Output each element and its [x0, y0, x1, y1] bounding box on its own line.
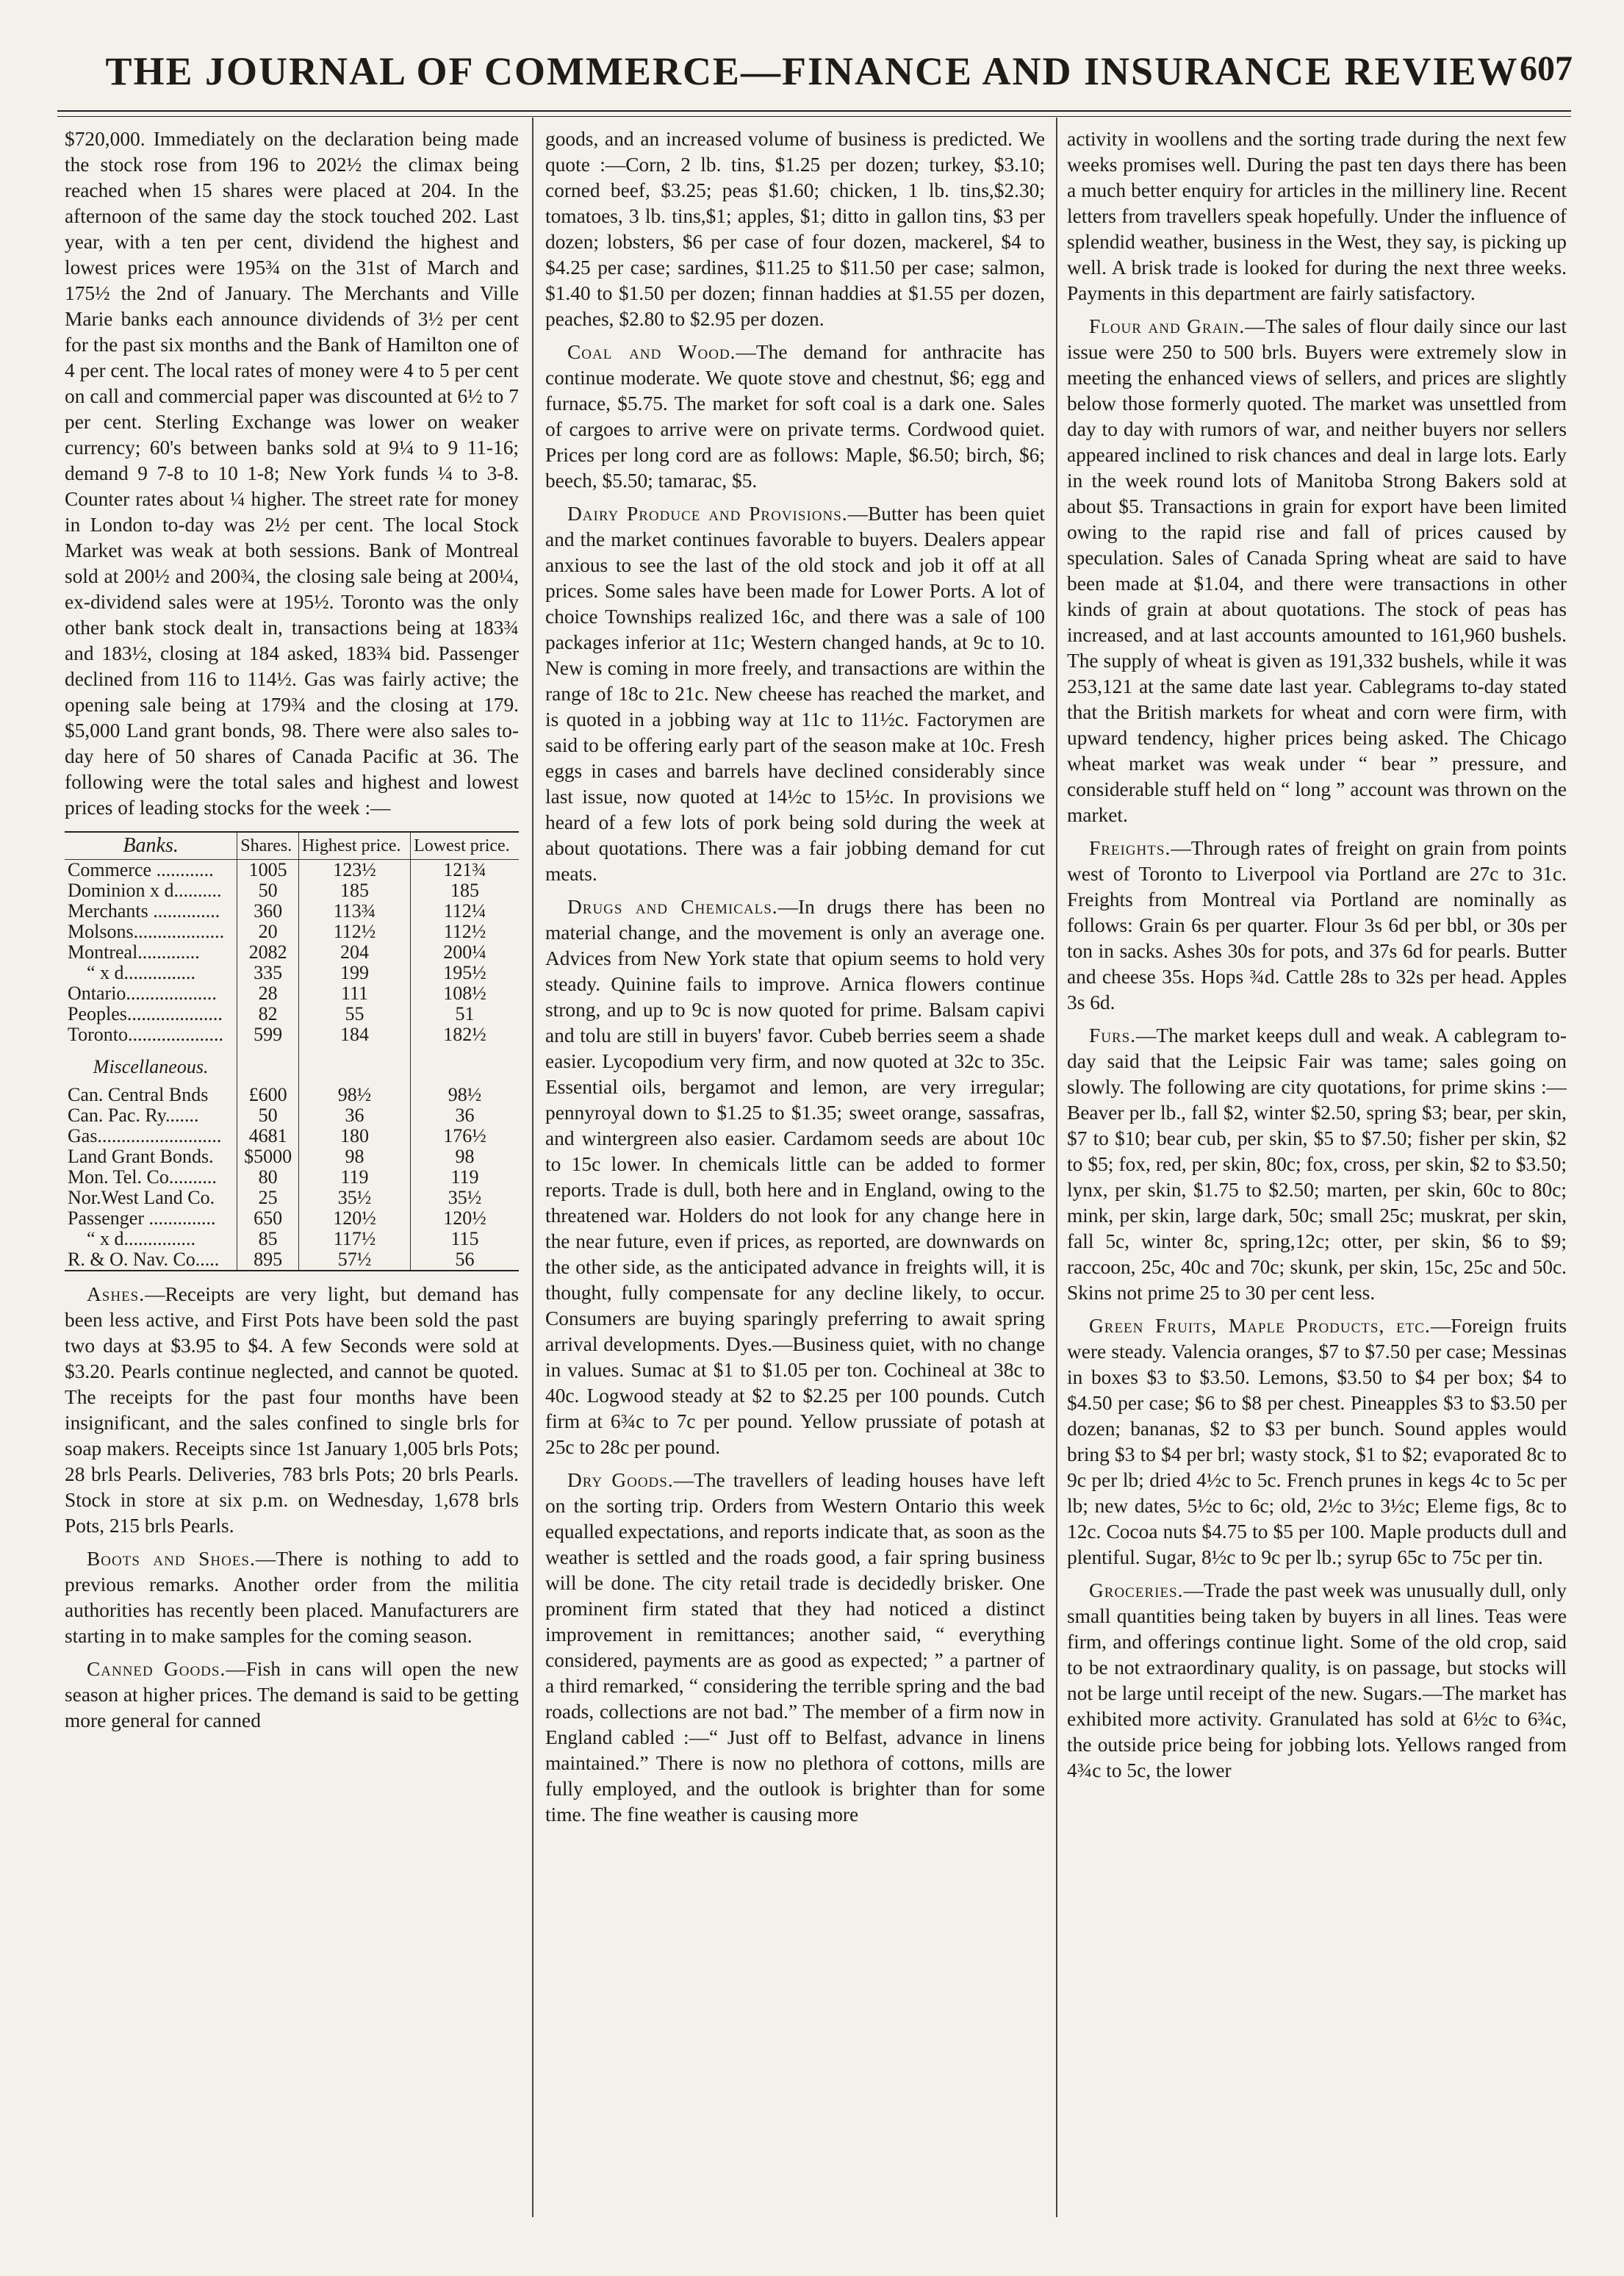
table-row — [65, 1105, 519, 1126]
lowest-price-cell: 185 — [411, 880, 519, 901]
shares-cell: 1005 — [237, 860, 299, 881]
shares-cell: 2082 — [237, 942, 299, 963]
table-row — [65, 942, 519, 963]
table-row — [65, 880, 519, 901]
stock-name: Mon. Tel. Co.......... — [68, 1166, 217, 1188]
green-fruits-paragraph — [1067, 1313, 1567, 1570]
table-row — [65, 901, 519, 922]
stock-name: Peoples.................... — [68, 1003, 223, 1024]
table-row — [65, 1146, 519, 1167]
stock-name: Can. Central Bnds — [68, 1084, 209, 1105]
lowest-price-cell: 35½ — [411, 1188, 519, 1208]
stock-name: Commerce ............ — [68, 859, 214, 880]
highest-price-cell: 98 — [298, 1146, 410, 1167]
lowest-price-cell: 98 — [411, 1146, 519, 1167]
highest-price-cell: 36 — [298, 1105, 410, 1126]
dairy-text: —Butter has been quiet and the market continues favorable to buyers. Dealers appear anxious to see the last of the old stock and job it off at all prices. Some sales have been made for Lower Ports. A lot of choice Townships realized 16c, and there was a sale of 100 packages inferior at 11c; Western changed hands, at 9c to 10. New is coming in more freely, and transactions are within the range of 18c to 21c. New cheese has reached the market, and is quoted in a jobbing way at 11c to 11½c. Factorymen are said to be offering early part of the season make at 10c. Fresh eggs in cases and barrels have declined considerably since last issue, now quoted at 14½c to 15½c. In provisions we heard of a few lots of pork being sold during the week at about quotations. There was a fair jobbing demand for cut meats. — [545, 503, 1045, 885]
journal-title: THE JOURNAL OF COMMERCE—FINANCE AND INSURANCE REVIEW — [105, 49, 1519, 93]
dairy-heading: Dairy Produce and Provisions. — [567, 503, 848, 525]
shares-cell: 25 — [237, 1188, 299, 1208]
table-row — [65, 1188, 519, 1208]
highest-price-cell: 112½ — [298, 922, 410, 942]
table-header-row — [65, 833, 519, 860]
column-divider — [532, 118, 533, 2217]
shares-cell: 80 — [237, 1167, 299, 1188]
table-row — [65, 860, 519, 881]
column-1 — [65, 126, 519, 2232]
stock-name: Gas.......................... — [68, 1125, 222, 1146]
dry-goods-continued: activity in woollens and the sorting trade during the next few weeks promises well. During the past ten days there has been a much better enquiry for articles in the millinery line. Recent letters from travellers speak hopefully. Under the influence of splendid weather, business in the West, they say, is picking up well. A brisk trade is looked for during the next three weeks. Payments in this department are fairly satisfactory. — [1067, 128, 1567, 304]
canned-paragraph — [65, 1656, 519, 1734]
stock-name: Molsons................... — [68, 921, 225, 942]
shares-cell: 50 — [237, 880, 299, 901]
table-row — [65, 1126, 519, 1146]
ashes-text: —Receipts are very light, but demand has been less active, and First Pots have been sold the past two days at $3.95 to $4. A few Seconds were sold at $3.20. Pearls continue neglected, and cannot be quoted. The receipts for the past four months have been insignificant, and the sales confined to single brls for soap makers. Receipts since 1st January 1,005 brls Pots; 28 brls Pearls. Deliveries, 783 brls Pots; 20 brls Pearls. Stock in store at six p.m. on Wednesday, 1,678 brls Pots, 215 brls Pearls. — [65, 1283, 519, 1537]
stock-name: Ontario................... — [68, 983, 217, 1004]
highest-price-cell: 55 — [298, 1004, 410, 1024]
boots-heading: Boots and Shoes. — [87, 1548, 256, 1570]
boots-text: —There is nothing to add to previous remarks. Another order from the militia authorities has recently been placed. Manufacturers are starting in to make samples for the coming season. — [65, 1548, 519, 1647]
flour-heading: Flour and Grain. — [1089, 315, 1246, 337]
stock-name: “ x d............... — [68, 962, 196, 983]
green-fruits-text: —Foreign fruits were steady. Valencia oranges, $7 to $7.50 per case; Messinas in boxes $3 to $3.50. Lemons, $3.50 to $4 per box; $4 to $4.50 per case; $6 to $8 per chest. Pineapples $3 to $3.50 per dozen; bananas, $2 to $3 per bunch. Sound apples would bring $3 to $4 per brl; wasty stock, $1 to $2; evaporated 8c to 9c per lb; dried 4½c to 5c. French prunes in kegs 4c to 5c per lb; new dates, 5½c to 6c; old, 2½c to 3½c; Eleme figs, 8c to 12c. Cocoa nuts $4.75 to $5 per 100. Maple products dull and plentiful. Sugar, 8½c to 9c per lb.; syrup 65c to 75c per tin. — [1067, 1315, 1567, 1568]
table-row — [65, 1229, 519, 1249]
lowest-price-cell: 112¼ — [411, 901, 519, 922]
lowest-price-cell: 115 — [411, 1229, 519, 1249]
shares-cell: 360 — [237, 901, 299, 922]
column-divider — [1056, 118, 1057, 2217]
coal-paragraph — [545, 340, 1045, 494]
drugs-heading: Drugs and Chemicals. — [567, 896, 778, 918]
lowest-price-cell: 176½ — [411, 1126, 519, 1146]
lowest-price-cell: 182½ — [411, 1024, 519, 1045]
lowest-price-cell: 200¼ — [411, 942, 519, 963]
header-rule — [57, 110, 1571, 112]
shares-cell: 20 — [237, 922, 299, 942]
coal-heading: Coal and Wood. — [567, 341, 736, 363]
dry-goods-paragraph — [545, 1468, 1045, 1828]
highest-price-cell: 117½ — [298, 1229, 410, 1249]
highest-price-cell: 120½ — [298, 1208, 410, 1229]
highest-price-cell: 204 — [298, 942, 410, 963]
table-row — [65, 1024, 519, 1045]
lowest-price-cell: 112½ — [411, 922, 519, 942]
stock-name: Dominion x d.......... — [68, 880, 222, 901]
dairy-paragraph — [545, 501, 1045, 887]
dry-goods-text: —The travellers of leading houses have left on the sorting trip. Orders from Western Ontario this week equalled expectations, and reports indicate that, as soon as the weather is settled and the roads good, a fair spring business will be done. The city retail trade is decidedly brisker. One prominent firm stated that they had noticed a distinct improvement in remittances; another said, “ everything considered, payments are as good as expected; ” a partner of a third remarked, “ considering the terrible spring and the bad roads, collections are not bad.” The member of a firm now in England cabled :—“ Just off to Belfast, advance in linens maintained.” There is now no plethora of cottons, mills are fully employed, and the outlook is brighter than for some time. The fine weather is causing more — [545, 1469, 1045, 1826]
banks-header: Banks. — [65, 833, 237, 860]
highest-price-cell: 98½ — [298, 1085, 410, 1105]
highest-price-cell: 123½ — [298, 860, 410, 881]
dry-goods-heading: Dry Goods. — [567, 1469, 674, 1491]
table-row — [65, 983, 519, 1004]
shares-cell: $5000 — [237, 1146, 299, 1167]
lowest-price-cell: 51 — [411, 1004, 519, 1024]
finance-paragraph: $720,000. Immediately on the declaration being made the stock rose from 196 to 202½ the climax being reached when 15 shares were placed at 204. In the afternoon of the same day the stock touched 202. Last year, with a ten per cent, dividend the highest and lowest prices were 195¾ on the 31st of March and 175½ the 2nd of January. The Merchants and Ville Marie banks each announce dividends of 3½ per cent for the past six months and the Bank of Hamilton one of 4 per cent. The local rates of money were 4 to 5 per cent on call and commercial paper was discounted at 6½ to 7 per cent. Sterling Exchange was lower on weaker currency; 60's between banks sold at 9¼ to 9 11-16; demand 9 7-8 to 10 1-8; New York funds ¼ to 3-8. Counter rates about ¼ higher. The street rate for money in London to-day was 2½ per cent. The local Stock Market was weak at both sessions. Bank of Montreal sold at 200½ and 200¾, the closing sale being at 200¼, ex-dividend sales were at 195½. Toronto was the only other bank stock dealt in, transactions being at 183¾ and 183½, closing at 184 asked, 183¾ bid. Passenger declined from 116 to 114½. Gas was fairly active; the opening sale being at 179¾ and the closing at 179. $5,000 Land grant bonds, 98. There were also sales to-day here of 50 shares of Canada Pacific at 36. The following were the total sales and highest and lowest prices of leading stocks for the week :— — [65, 128, 519, 819]
shares-header: Shares. — [237, 833, 299, 860]
highest-price-cell: 113¾ — [298, 901, 410, 922]
table-row — [65, 1167, 519, 1188]
shares-cell: 895 — [237, 1249, 299, 1270]
lowest-price-cell: 121¾ — [411, 860, 519, 881]
stock-name: Land Grant Bonds. — [68, 1146, 214, 1167]
green-fruits-heading: Green Fruits, Maple Products, etc. — [1089, 1315, 1431, 1337]
stock-name: Merchants .............. — [68, 900, 220, 922]
groceries-paragraph — [1067, 1578, 1567, 1784]
stock-name: Passenger .............. — [68, 1207, 216, 1229]
column-3 — [1067, 126, 1567, 2232]
furs-paragraph — [1067, 1023, 1567, 1306]
shares-cell: 599 — [237, 1024, 299, 1045]
header-rule-thin — [57, 116, 1571, 117]
table-row — [65, 922, 519, 942]
coal-text: —The demand for anthracite has continue moderate. We quote stove and chestnut, $6; egg and furnace, $5.75. The market for soft coal is a dark one. Sales of cargoes to arrive were on private terms. Cordwood quiet. Prices per long cord are as follows: Maple, $6.50; birch, $6; beech, $5.50; tamarac, $5. — [545, 341, 1045, 492]
flour-text: —The sales of flour daily since our last issue were 250 to 500 brls. Buyers were extremely slow in meeting the enhanced views of sellers, and prices are slightly below those formerly quoted. The market was unsettled from day to day with rumors of war, and neither buyers nor sellers appeared inclined to risk chances and deal in large lots. Early in the week round lots of Manitoba Strong Bakers sold at about $5. Transactions in grain for export have been limited owing to the rapid rise and fall of prices caused by speculation. Sales of Canada Spring wheat are said to have been made at $1.04, and there were transactions in other kinds of grain at about quotations. The stock of peas has increased, and at last accounts amounted to 161,960 bushels. The supply of wheat is given as 191,332 bushels, while it was 253,121 at the same date last year. Cablegrams to-day stated that the British markets for wheat and corn were firm, with upward tendency, higher prices being asked. The Chicago wheat market was weak under “ bear ” pressure, and considerable stuff held on “ long ” account was thrown on the market. — [1067, 315, 1567, 826]
table-row — [65, 1004, 519, 1024]
freights-paragraph — [1067, 836, 1567, 1016]
ashes-paragraph — [65, 1282, 519, 1539]
drugs-paragraph — [545, 894, 1045, 1460]
groceries-heading: Groceries. — [1089, 1579, 1184, 1601]
freights-heading: Freights. — [1089, 837, 1171, 859]
highest-price-cell: 180 — [298, 1126, 410, 1146]
table-row — [65, 1085, 519, 1105]
canned-text: —Fish in cans will open the new season at higher prices. The demand is said to be getting more general for canned — [65, 1658, 519, 1731]
stock-name: Montreal............. — [68, 941, 200, 963]
highest-price-cell: 35½ — [298, 1188, 410, 1208]
lowest-header: Lowest price. — [411, 833, 519, 860]
shares-cell: 85 — [237, 1229, 299, 1249]
lowest-price-cell: 108½ — [411, 983, 519, 1004]
shares-cell: 4681 — [237, 1126, 299, 1146]
freights-text: —Through rates of freight on grain from points west of Toronto to Liverpool via Portland are 27c to 31c. Freights from Montreal via Portland are nominally as follows: Grain 6s per quarter. Flour 3s 6d per bbl, or 30s per ton in sacks. Ashes 30s for pots, and 37s 6d for pearls. Butter and cheese 35s. Hops ¾d. Cattle 28s to 32s per head. Apples 3s 6d. — [1067, 837, 1567, 1013]
stock-name: Can. Pac. Ry....... — [68, 1105, 199, 1126]
table-row — [65, 1208, 519, 1229]
furs-text: —The market keeps dull and weak. A cablegram to-day said that the Leipsic Fair was tame; sales going on slowly. The following are city quotations, for prime skins :—Beaver per lb., fall $2, winter $2.50, spring $3; bear, per skin, $7 to $10; bear cub, per skin, $5 to $7.50; fisher per skin, $2 to $5; fox, red, per skin, 80c; fox, cross, per skin, $2 to $3.50; lynx, per skin, $1.75 to $2.50; marten, per skin, 60c to 80c; mink, per skin, large dark, 50c; small 25c; muskrat, per skin, fall 5c, winter 8c, spring,12c; otter, per skin, $6 to $9; raccoon, 25c, 40c and 70c; skunk, per skin, 15c, 25c and 50c. Skins not prime 25 to 30 per cent less. — [1067, 1024, 1567, 1304]
ashes-heading: Ashes. — [87, 1283, 145, 1305]
lowest-price-cell: 36 — [411, 1105, 519, 1126]
highest-price-cell: 119 — [298, 1167, 410, 1188]
stock-name: R. & O. Nav. Co..... — [68, 1249, 220, 1270]
stock-name: Nor.West Land Co. — [68, 1187, 215, 1208]
lowest-price-cell: 195½ — [411, 963, 519, 983]
page-header — [51, 43, 1573, 109]
highest-price-cell: 185 — [298, 880, 410, 901]
shares-cell: 650 — [237, 1208, 299, 1229]
stock-name: “ x d............... — [68, 1228, 196, 1249]
table-row — [65, 963, 519, 983]
canned-continued: goods, and an increased volume of business is predicted. We quote :—Corn, 2 lb. tins, $1.25 per dozen; turkey, $3.10; corned beef, $3.25; peas $1.60; chicken, 1 lb. tins,$2.30; tomatoes, 3 lb. tins,$1; apples, $1; ditto in gallon tins, $3 per dozen; lobsters, $6 per case of four dozen, mackerel, $4 to $4.25 per case; sardines, $11.25 to $11.50 per case; salmon, $1.40 to $1.50 per dozen; finnan haddies at $1.55 per dozen, peaches, $2.80 to $2.95 per dozen. — [545, 128, 1045, 330]
lowest-price-cell: 98½ — [411, 1085, 519, 1105]
shares-cell: 335 — [237, 963, 299, 983]
shares-cell: £600 — [237, 1085, 299, 1105]
shares-cell: 50 — [237, 1105, 299, 1126]
drugs-text: —In drugs there has been no material change, and the movement is only an average one. Advices from New York state that opium seems to hold very steady. Quinine fails to improve. Arnica flowers continue strong, and up to 9c is now quoted for prime. Balsam capivi and tolu are still in buyers' favor. Cubeb berries seem a shade easier. Lycopodium very firm, and now quoted at 32c to 35c. Essential oils, bergamot and lemon, are very irregular; pennyroyal down to $1.25 to $1.35; sweet orange, sassafras, and wintergreen also easier. Cardamom seeds are about 10c to 15c lower. In chemicals little can be added to former reports. Trade is dull, both here and in England, owing to the threatened war. Holders do not look for any change here in the near future, even if prices, as reported, are downwards on the other side, as the anticipated advance in freights will, it is thought, fully compensate for any decline likely, to occur. Consumers are buying sparingly preferring to await spring arrival developments. Dyes.—Business quiet, with no change in values. Sumac at $1 to $1.05 per ton. Cochineal at 38c to 40c. Logwood steady at $2 to $2.25 per 100 pounds. Cutch firm at 6¾c to 7c per pound. Yellow prussiate of potash at 25c to 28c per pound. — [545, 896, 1045, 1458]
page-number: 607 — [1520, 49, 1573, 88]
highest-price-cell: 57½ — [298, 1249, 410, 1270]
lowest-price-cell: 119 — [411, 1167, 519, 1188]
misc-subheading-row — [65, 1045, 519, 1085]
highest-price-cell: 111 — [298, 983, 410, 1004]
misc-subheading: Miscellaneous. — [93, 1056, 209, 1077]
lowest-price-cell: 56 — [411, 1249, 519, 1270]
lowest-price-cell: 120½ — [411, 1208, 519, 1229]
canned-heading: Canned Goods. — [87, 1658, 226, 1680]
table-row — [65, 1249, 519, 1270]
shares-cell: 82 — [237, 1004, 299, 1024]
furs-heading: Furs. — [1089, 1024, 1137, 1047]
highest-header: Highest price. — [298, 833, 410, 860]
highest-price-cell: 184 — [298, 1024, 410, 1045]
shares-cell: 28 — [237, 983, 299, 1004]
highest-price-cell: 199 — [298, 963, 410, 983]
flour-paragraph — [1067, 314, 1567, 828]
boots-paragraph — [65, 1546, 519, 1649]
groceries-text: —Trade the past week was unusually dull, only small quantities being taken by buyers in all lines. Teas were firm, and offerings continue light. Some of the old crop, said to be not extraordinary quality, is on passage, but stocks will not be large until receipt of the new. Sugars.—The market has exhibited more activity. Granulated has sold at 6½c to 6¾c, the outside price being for jobbing lots. Yellows ranged from 4¾c to 5c, the lower — [1067, 1579, 1567, 1781]
stock-name: Toronto.................... — [68, 1024, 223, 1045]
stock-table — [65, 831, 519, 1271]
column-2 — [545, 126, 1045, 2232]
